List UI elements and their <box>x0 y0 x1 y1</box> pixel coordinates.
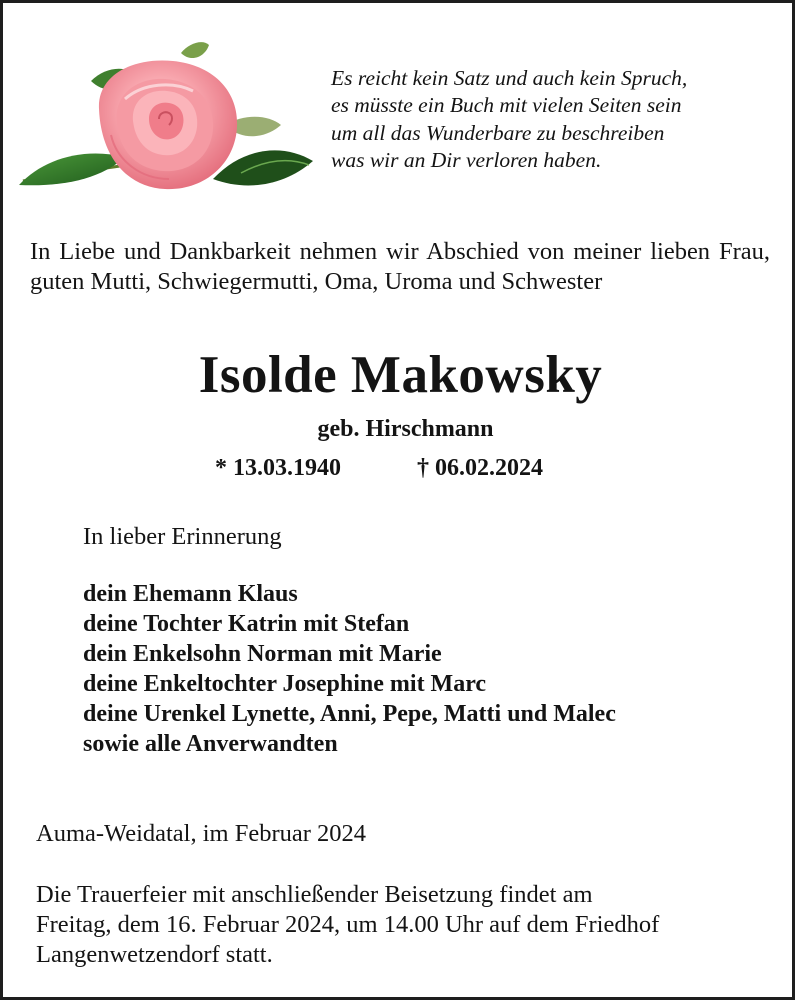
intro-text: In Liebe und Dankbarkeit nehmen wir Abschied von meiner lieben Frau, guten Mutti, Schwiegermutti, Oma, Uroma und Schwester <box>30 238 770 295</box>
mourner-item: dein Enkelsohn Norman mit Marie <box>83 641 442 668</box>
death-date: † 06.02.2024 <box>417 455 543 481</box>
mourner-item: dein Ehemann Klaus <box>83 581 298 607</box>
deceased-name: Isolde Makowsky <box>198 346 603 404</box>
service-line: Die Trauerfeier mit anschließender Beisetzung findet am <box>36 881 593 908</box>
mourners-list <box>83 579 616 760</box>
mourner-item: deine Urenkel Lynette, Anni, Pepe, Matti und Malec <box>83 701 616 728</box>
mourner-item: deine Tochter Katrin mit Stefan <box>83 611 410 638</box>
quote-text <box>331 65 771 174</box>
memory-line: In lieber Erinnerung <box>83 523 282 550</box>
place-date: Auma-Weidatal, im Februar 2024 <box>36 820 367 847</box>
mourner-item: sowie alle Anverwandten <box>83 731 338 758</box>
rose-icon <box>13 39 319 191</box>
quote-line: um all das Wunderbare zu beschreiben <box>331 120 665 145</box>
service-line: Freitag, dem 16. Februar 2024, um 14.00 Uhr auf dem Friedhof <box>36 911 660 938</box>
quote-line: es müsste ein Buch mit vielen Seiten sein <box>331 93 682 118</box>
maiden-name: geb. Hirschmann <box>317 416 494 442</box>
mourner-item: deine Enkeltochter Josephine mit Marc <box>83 671 487 698</box>
birth-date: * 13.03.1940 <box>215 455 341 481</box>
quote-line: was wir an Dir verloren haben. <box>331 147 602 172</box>
quote-line: Es reicht kein Satz und auch kein Spruch, <box>331 66 688 90</box>
funeral-service-text <box>36 880 756 970</box>
service-line: Langenwetzendorf statt. <box>36 941 273 968</box>
